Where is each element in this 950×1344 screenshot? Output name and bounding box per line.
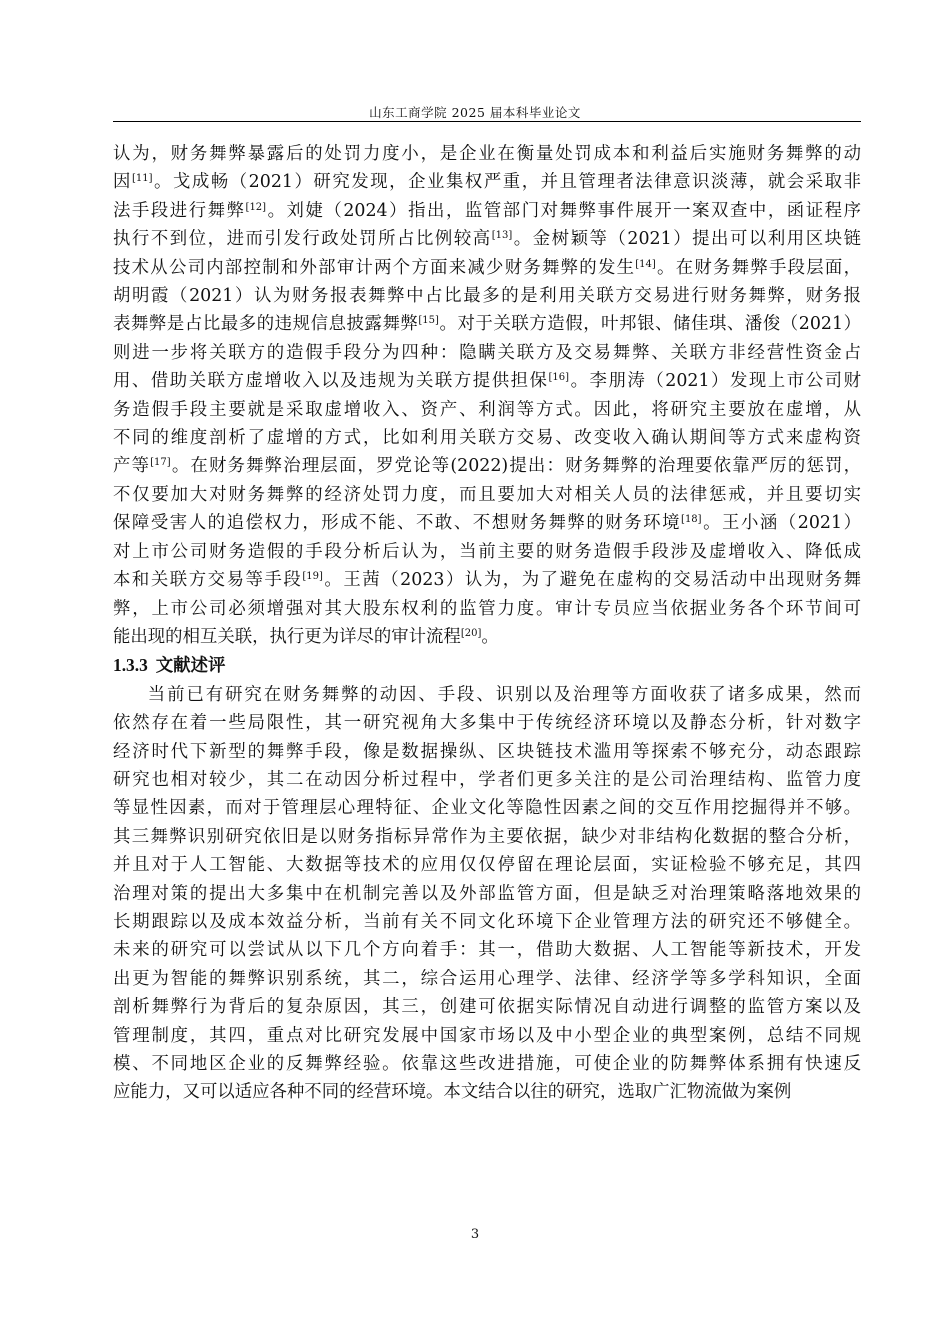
text-line: 剖析舞弊行为背后的复杂原因，其三，创建可依据实际情况自动进行调整的监管方案以及 [113,997,861,1018]
citation-ref: [16] [548,372,570,384]
section-title: 文献述评 [155,656,226,677]
text-line: 不同的维度剖析了虚增的方式，比如利用关联方交易、改变收入确认期间等方式来虚构资 [113,428,861,449]
text-line: 等显性因素，而对于管理层心理特征、企业文化等隐性因素之间的交互作用挖掘得并不够。 [113,798,861,819]
text-line [113,566,861,594]
text-line: 治理对策的提出大多集中在机制完善以及外部监管方面，但是缺乏对治理策略落地效果的 [113,883,861,904]
text-line: 应能力，又可以适应各种不同的经营环境。本文结合以往的研究，选取广汇物流做为案例 [113,1082,792,1103]
citation-ref: [19] [302,571,323,583]
text-line: 长期跟踪以及成本效益分析，当前有关不同文化环境下企业管理方法的研究还不够健全。 [113,911,861,932]
text-line: 管理制度，其四，重点对比研究发展中国家市场以及中小型企业的典型案例，总结不同规 [113,1025,861,1046]
text-line [113,254,861,282]
text-line [113,367,861,395]
header-rule [113,121,861,122]
text-line: 并且对于人工智能、大数据等技术的应用仅仅停留在理论层面，实证检验不够充足，其四 [113,855,861,876]
citation-ref: [12] [245,201,267,213]
text-line [113,197,861,225]
text-run: 。在财务舞弊治理层面，罗党论等(2022)提出：财务舞弊的治理要依靠严厉的惩罚， [170,456,861,477]
running-header: 山东工商学院 2025 届本科毕业论文 [369,105,581,120]
text-run: 。刘婕（2024）指出，监管部门对舞弊事件展开一案双查中，函证程序 [266,200,861,221]
text-run: 用、借助关联方虚增收入以及违规为关联方提供担保 [113,371,549,392]
text-line [113,623,861,651]
text-run: 执行不到位，进而引发行政处罚所占比例较高 [113,229,492,250]
text-run: 。在财务舞弊手段层面， [655,257,861,278]
text-run: 本和关联方交易等手段 [113,570,303,591]
citation-ref: [15] [418,315,439,327]
text-line [113,509,861,537]
text-line: 务造假手段主要就是采取虚增收入、资产、利润等方式。因此，将研究主要放在虚增，从 [113,399,861,420]
text-line: 当前已有研究在财务舞弊的动因、手段、识别以及治理等方面收获了诸多成果，然而 [147,684,861,705]
text-run: 。金树颖等（2021）提出可以利用区块链 [512,229,861,250]
text-line [113,225,861,253]
text-run: 因 [113,172,132,193]
text-line [113,310,861,338]
text-line: 胡明霞（2021）认为财务报表舞弊中占比最多的是利用关联方交易进行财务舞弊，财务报 [113,286,861,307]
text-run: 。王茜（2023）认为，为了避免在虚构的交易活动中出现财务舞 [322,570,861,591]
text-line: 经济时代下新型的舞弊手段，像是数据操纵、区块链技术滥用等探索不够充分，动态跟踪 [113,741,861,762]
text-run: 。李朋涛（2021）发现上市公司财 [569,371,861,392]
text-line: 其三舞弊识别研究依旧是以财务指标异常作为主要依据，缺少对非结构化数据的整合分析， [113,826,861,847]
text-run: 产等 [113,456,151,477]
text-run: 表舞弊是占比最多的违规信息披露舞弊 [113,314,419,335]
text-line [113,168,861,196]
text-line: 依然存在着一些局限性，其一研究视角大多集中于传统经济环境以及静态分析，针对数字 [113,713,861,734]
paragraph-literature-review [113,140,861,651]
citation-ref: [13] [491,230,513,242]
text-line [113,452,861,480]
section-number: 1.3.3 [113,655,148,676]
text-run: 保障受害人的追偿权力，形成不能、不敢、不想财务舞弊的财务环境 [113,513,682,534]
section-heading [113,651,861,680]
text-line: 则进一步将关联方的造假手段分为四种：隐瞒关联方及交易舞弊、关联方非经营性资金占 [113,342,861,363]
text-run: 。王小涵（2021） [701,513,861,534]
text-line: 模、不同地区企业的反舞弊经验。依靠这些改进措施，可使企业的防舞弊体系拥有快速反 [113,1054,861,1074]
citation-ref: [14] [635,258,656,270]
text-run: 。对于关联方造假，叶邦银、储佳琪、潘俊（2021） [438,314,861,335]
text-line: 弊，上市公司必须增强对其大股东权利的监管力度。审计专员应当依据业务各个环节间可 [113,598,861,619]
citation-ref: [18] [681,514,702,526]
page-number: 3 [470,1227,480,1242]
text-run: 技术从公司内部控制和外部审计两个方面来减少财务舞弊的发生 [113,257,636,278]
page-body [113,140,861,1107]
text-line: 未来的研究可以尝试从以下几个方向着手：其一，借助大数据、人工智能等新技术，开发 [113,940,861,961]
text-run: 。戈成畅（2021）研究发现，企业集权严重，并且管理者法律意识淡薄，就会采取非 [152,172,861,193]
text-line: 研究也相对较少，其二在动因分析过程中，学者们更多关注的是公司治理结构、监管力度 [113,769,861,790]
text-run: 能出现的相互关联，执行更为详尽的审计流程 [113,626,461,647]
text-line: 出更为智能的舞弊识别系统，其二，综合运用心理学、法律、经济学等多学科知识，全面 [113,968,861,989]
citation-ref: [11] [131,173,153,185]
text-run: 法手段进行舞弊 [113,200,246,221]
citation-ref: [17] [150,457,171,469]
text-run: 。 [481,626,499,647]
text-line: 不仅要加大对财务舞弊的经济处罚力度，而且要加大对相关人员的法律惩戒，并且要切实 [113,484,861,505]
text-line: 对上市公司财务造假的手段分析后认为，当前主要的财务造假手段涉及虚增收入、降低成 [113,541,861,562]
citation-ref: [20] [460,627,482,639]
paragraph-review-summary [113,681,861,1107]
text-line: 认为，财务舞弊暴露后的处罚力度小，是企业在衡量处罚成本和利益后实施财务舞弊的动 [113,144,861,164]
